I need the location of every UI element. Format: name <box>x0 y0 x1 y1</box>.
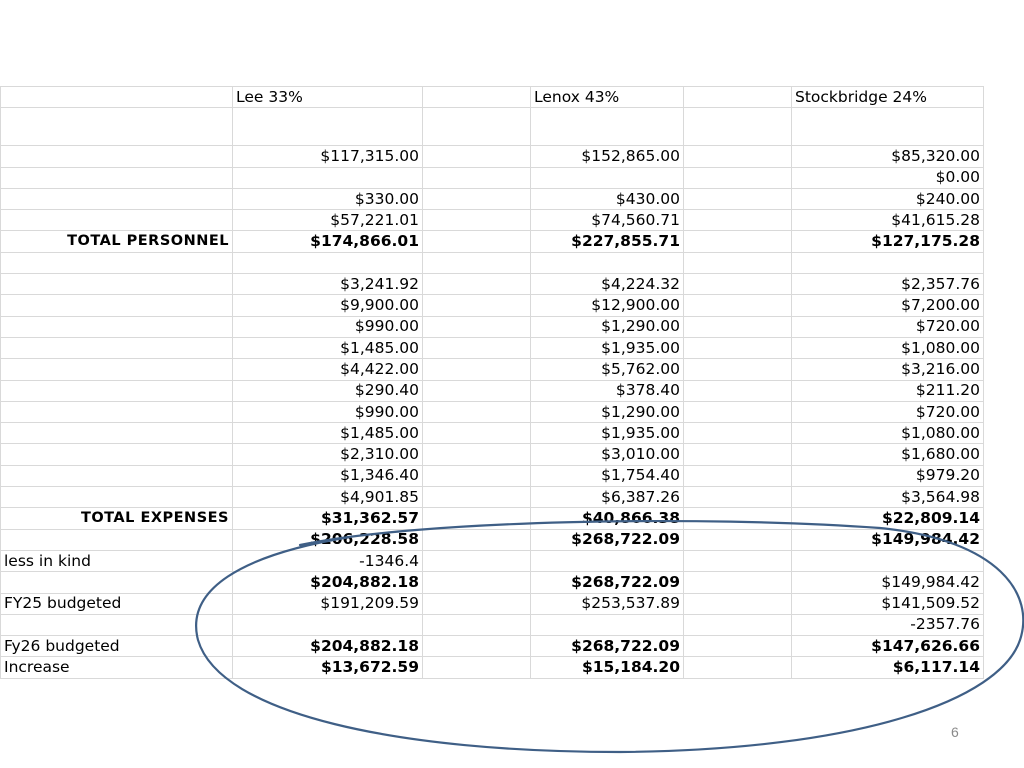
stockbridge-value: $720.00 <box>792 401 984 422</box>
lenox-value: $4,224.32 <box>531 274 684 295</box>
lee-value: $1,485.00 <box>233 337 423 358</box>
budget-table <box>0 86 984 679</box>
row-label <box>1 465 233 486</box>
lenox-value <box>531 167 684 188</box>
row-label <box>1 146 233 167</box>
spacer-cell <box>423 444 531 465</box>
lee-value: $2,310.00 <box>233 444 423 465</box>
lee-value: $1,485.00 <box>233 423 423 444</box>
lee-value: $174,866.01 <box>233 231 423 252</box>
stockbridge-value: $979.20 <box>792 465 984 486</box>
spacer-cell <box>423 274 531 295</box>
header-row <box>1 87 984 108</box>
spacer-cell <box>423 401 531 422</box>
table-row <box>1 316 984 337</box>
lee-value: $13,672.59 <box>233 657 423 678</box>
row-label <box>1 572 233 593</box>
stockbridge-value: $41,615.28 <box>792 210 984 231</box>
lee-value: $204,882.18 <box>233 636 423 657</box>
stockbridge-value: $147,626.66 <box>792 636 984 657</box>
lee-value: $3,241.92 <box>233 274 423 295</box>
stockbridge-value <box>792 550 984 571</box>
lenox-value: $6,387.26 <box>531 487 684 508</box>
spacer-cell <box>423 593 531 614</box>
stockbridge-value: $240.00 <box>792 188 984 209</box>
spacer-cell <box>684 487 792 508</box>
row-label: Increase <box>1 657 233 678</box>
table-row <box>1 657 984 678</box>
spacer-cell <box>423 188 531 209</box>
table-row <box>1 572 984 593</box>
row-label <box>1 487 233 508</box>
spacer-cell <box>423 380 531 401</box>
spacer-cell <box>684 337 792 358</box>
spacer-cell <box>423 231 531 252</box>
header-lenox: Lenox 43% <box>531 87 684 108</box>
spacer-cell <box>684 529 792 550</box>
spacer-cell <box>684 108 792 146</box>
spacer-cell <box>684 465 792 486</box>
spacer-cell <box>684 252 792 273</box>
row-label <box>1 167 233 188</box>
spacer-cell <box>684 231 792 252</box>
lenox-value: $74,560.71 <box>531 210 684 231</box>
spacer-cell <box>684 423 792 444</box>
row-label <box>1 108 233 146</box>
lee-value <box>233 167 423 188</box>
stockbridge-value: $3,216.00 <box>792 359 984 380</box>
row-label <box>1 380 233 401</box>
spacer-cell <box>423 295 531 316</box>
lee-value <box>233 614 423 635</box>
row-label <box>1 295 233 316</box>
spacer-cell <box>423 572 531 593</box>
lee-value: $4,422.00 <box>233 359 423 380</box>
lee-value: $57,221.01 <box>233 210 423 231</box>
spacer-cell <box>684 572 792 593</box>
table-row <box>1 444 984 465</box>
lenox-value <box>531 614 684 635</box>
row-label <box>1 316 233 337</box>
header-blank-cell <box>1 87 233 108</box>
spacer-cell <box>423 657 531 678</box>
spacer-cell <box>423 508 531 529</box>
spacer-cell <box>423 550 531 571</box>
spacer-cell <box>684 188 792 209</box>
row-label: FY25 budgeted <box>1 593 233 614</box>
row-label <box>1 274 233 295</box>
row-label: TOTAL EXPENSES <box>1 508 233 529</box>
spacer-cell <box>423 167 531 188</box>
table-row <box>1 465 984 486</box>
stockbridge-value <box>792 252 984 273</box>
stockbridge-value: $211.20 <box>792 380 984 401</box>
lenox-value: $378.40 <box>531 380 684 401</box>
spacer-cell <box>423 146 531 167</box>
lee-value: $4,901.85 <box>233 487 423 508</box>
lenox-value: $40,866.38 <box>531 508 684 529</box>
lee-value: $1,346.40 <box>233 465 423 486</box>
table-row <box>1 487 984 508</box>
table-row <box>1 108 984 146</box>
lenox-value: $152,865.00 <box>531 146 684 167</box>
lenox-value: $1,290.00 <box>531 401 684 422</box>
row-label <box>1 444 233 465</box>
spacer-cell <box>684 87 792 108</box>
spacer-cell <box>423 210 531 231</box>
table-row <box>1 401 984 422</box>
table-row <box>1 252 984 273</box>
lenox-value: $3,010.00 <box>531 444 684 465</box>
stockbridge-value: $7,200.00 <box>792 295 984 316</box>
lenox-value <box>531 108 684 146</box>
spacer-cell <box>423 465 531 486</box>
lee-value: $117,315.00 <box>233 146 423 167</box>
table-row <box>1 188 984 209</box>
lenox-value: $268,722.09 <box>531 636 684 657</box>
table-row <box>1 614 984 635</box>
spacer-cell <box>684 657 792 678</box>
table-row <box>1 359 984 380</box>
row-label <box>1 529 233 550</box>
lee-value: $191,209.59 <box>233 593 423 614</box>
lee-value <box>233 252 423 273</box>
table-row <box>1 274 984 295</box>
stockbridge-value: $141,509.52 <box>792 593 984 614</box>
row-label <box>1 210 233 231</box>
spacer-cell <box>423 359 531 380</box>
row-label: TOTAL PERSONNEL <box>1 231 233 252</box>
spacer-cell <box>423 108 531 146</box>
table-row <box>1 508 984 529</box>
stockbridge-value: $720.00 <box>792 316 984 337</box>
table-row <box>1 593 984 614</box>
spacer-cell <box>423 423 531 444</box>
stockbridge-value: $1,680.00 <box>792 444 984 465</box>
spacer-cell <box>684 593 792 614</box>
lenox-value: $1,290.00 <box>531 316 684 337</box>
spacer-cell <box>423 487 531 508</box>
table-row <box>1 295 984 316</box>
lee-value: $330.00 <box>233 188 423 209</box>
budget-table-body <box>1 87 984 679</box>
stockbridge-value: $1,080.00 <box>792 337 984 358</box>
table-row <box>1 231 984 252</box>
lenox-value: $1,754.40 <box>531 465 684 486</box>
row-label <box>1 401 233 422</box>
stockbridge-value: -2357.76 <box>792 614 984 635</box>
lenox-value: $430.00 <box>531 188 684 209</box>
lenox-value: $5,762.00 <box>531 359 684 380</box>
row-label <box>1 423 233 444</box>
lee-value: $206,228.58 <box>233 529 423 550</box>
spacer-cell <box>684 614 792 635</box>
spacer-cell <box>423 87 531 108</box>
row-label <box>1 614 233 635</box>
lee-value: $990.00 <box>233 316 423 337</box>
table-row <box>1 550 984 571</box>
table-row <box>1 636 984 657</box>
spacer-cell <box>684 401 792 422</box>
lee-value: $31,362.57 <box>233 508 423 529</box>
spacer-cell <box>684 316 792 337</box>
spacer-cell <box>684 444 792 465</box>
table-row <box>1 210 984 231</box>
stockbridge-value: $149,984.42 <box>792 572 984 593</box>
table-row <box>1 146 984 167</box>
lenox-value: $268,722.09 <box>531 572 684 593</box>
spacer-cell <box>423 337 531 358</box>
stockbridge-value: $1,080.00 <box>792 423 984 444</box>
stockbridge-value: $149,984.42 <box>792 529 984 550</box>
spacer-cell <box>684 146 792 167</box>
stockbridge-value <box>792 108 984 146</box>
spacer-cell <box>684 167 792 188</box>
table-row <box>1 380 984 401</box>
spacer-cell <box>423 636 531 657</box>
lenox-value: $15,184.20 <box>531 657 684 678</box>
row-label <box>1 337 233 358</box>
lee-value <box>233 108 423 146</box>
spacer-cell <box>423 614 531 635</box>
table-row <box>1 167 984 188</box>
header-stockbridge: Stockbridge 24% <box>792 87 984 108</box>
stockbridge-value: $6,117.14 <box>792 657 984 678</box>
lenox-value: $253,537.89 <box>531 593 684 614</box>
spacer-cell <box>423 316 531 337</box>
lenox-value: $12,900.00 <box>531 295 684 316</box>
stockbridge-value: $2,357.76 <box>792 274 984 295</box>
table-row <box>1 529 984 550</box>
row-label <box>1 359 233 380</box>
row-label: less in kind <box>1 550 233 571</box>
spacer-cell <box>684 274 792 295</box>
stockbridge-value: $85,320.00 <box>792 146 984 167</box>
lenox-value <box>531 252 684 273</box>
stockbridge-value: $22,809.14 <box>792 508 984 529</box>
lenox-value: $1,935.00 <box>531 337 684 358</box>
stockbridge-value: $127,175.28 <box>792 231 984 252</box>
row-label <box>1 188 233 209</box>
spacer-cell <box>684 359 792 380</box>
lenox-value: $268,722.09 <box>531 529 684 550</box>
lee-value: $290.40 <box>233 380 423 401</box>
stockbridge-value: $3,564.98 <box>792 487 984 508</box>
spacer-cell <box>684 550 792 571</box>
spacer-cell <box>684 508 792 529</box>
lenox-value: $227,855.71 <box>531 231 684 252</box>
lee-value: -1346.4 <box>233 550 423 571</box>
row-label <box>1 252 233 273</box>
lee-value: $9,900.00 <box>233 295 423 316</box>
table-row <box>1 337 984 358</box>
spacer-cell <box>684 210 792 231</box>
page-number: 6 <box>951 724 959 740</box>
table-row <box>1 423 984 444</box>
lenox-value: $1,935.00 <box>531 423 684 444</box>
spacer-cell <box>684 380 792 401</box>
header-lee: Lee 33% <box>233 87 423 108</box>
spacer-cell <box>684 295 792 316</box>
stockbridge-value: $0.00 <box>792 167 984 188</box>
row-label: Fy26 budgeted <box>1 636 233 657</box>
spacer-cell <box>684 636 792 657</box>
lee-value: $204,882.18 <box>233 572 423 593</box>
lee-value: $990.00 <box>233 401 423 422</box>
lenox-value <box>531 550 684 571</box>
spacer-cell <box>423 529 531 550</box>
spacer-cell <box>423 252 531 273</box>
